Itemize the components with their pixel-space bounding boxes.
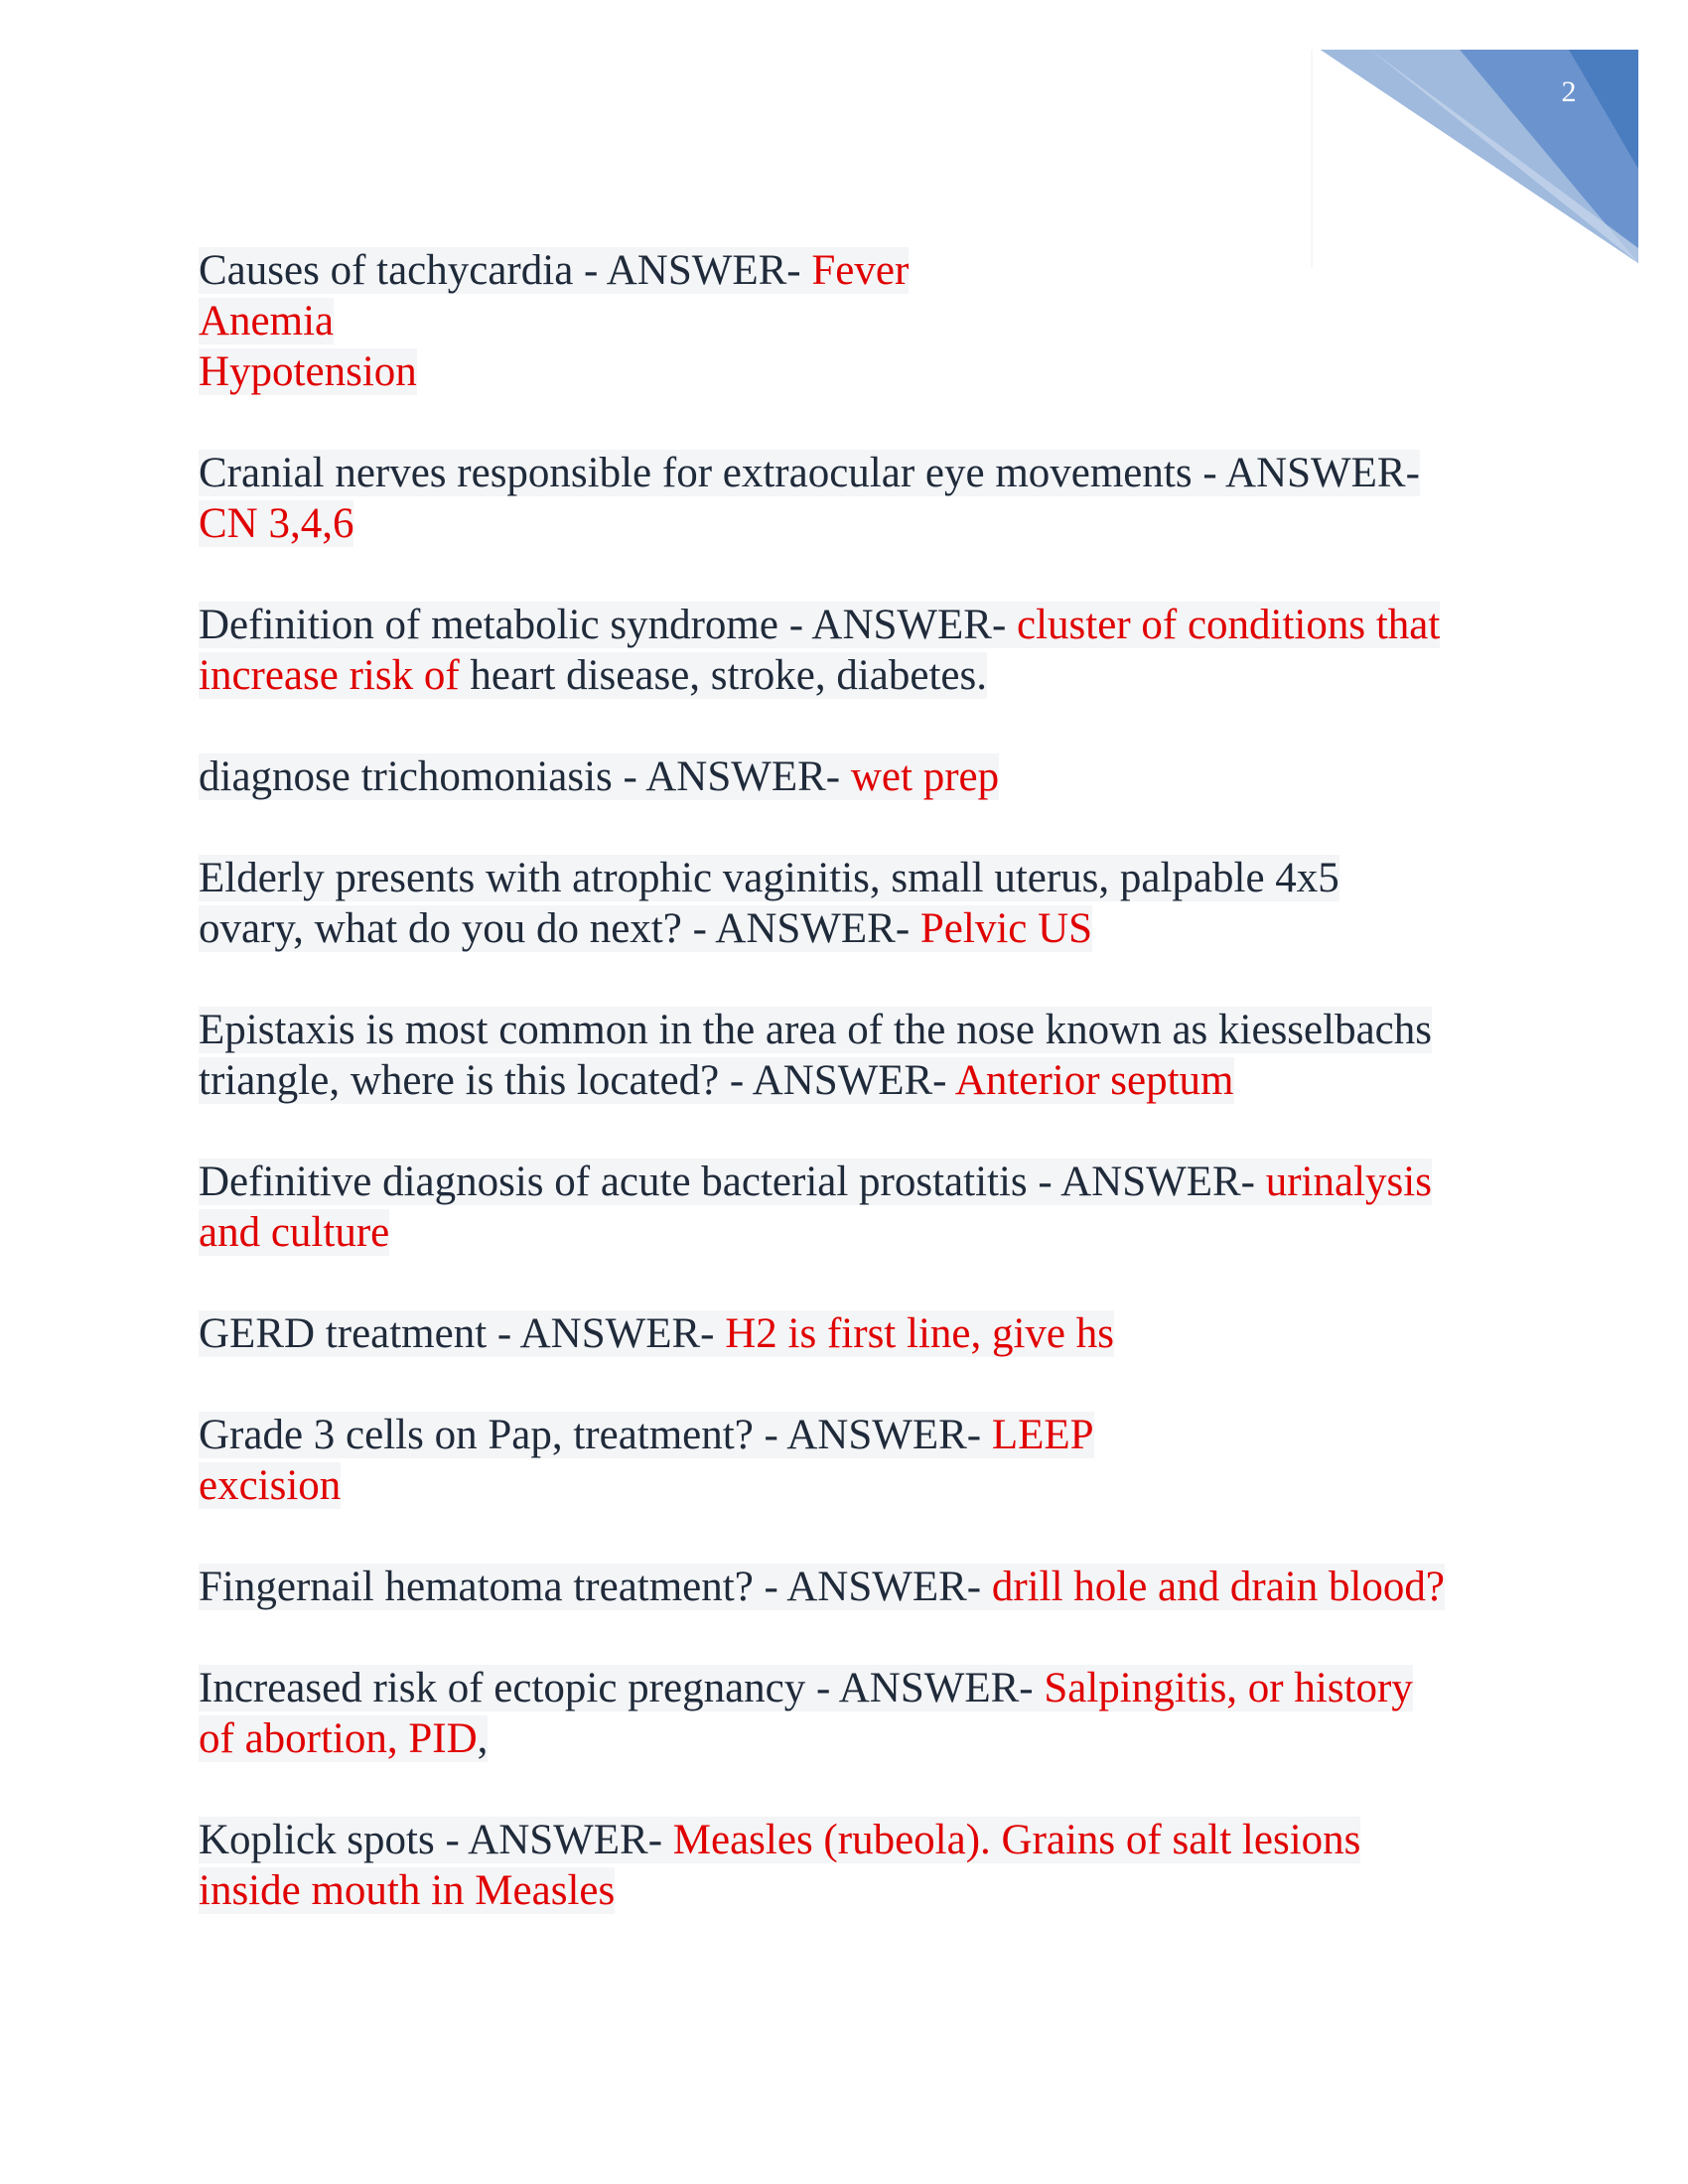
- qa-entry: [199, 1410, 1489, 1511]
- qa-line-highlight: [199, 855, 1339, 901]
- answer-text: inside mouth in Measles: [199, 1867, 616, 1914]
- answer-text: Salpingitis, or history: [1044, 1665, 1413, 1711]
- qa-line: [199, 448, 1489, 498]
- qa-line: [199, 650, 1489, 701]
- question-text: diagnose trichomoniasis - ANSWER-: [199, 753, 851, 800]
- answer-text: of abortion, PID: [199, 1715, 478, 1762]
- question-text: Causes of tachycardia - ANSWER-: [199, 247, 812, 294]
- qa-entry: [199, 245, 1489, 397]
- answer-text: drill hole and drain blood?: [991, 1564, 1446, 1610]
- page-number: 2: [1561, 75, 1577, 108]
- qa-line: [199, 600, 1489, 650]
- answer-text: Fever: [811, 247, 910, 294]
- qa-entry: [199, 853, 1489, 954]
- qa-entry: [199, 600, 1489, 701]
- qa-line-highlight: [199, 500, 353, 547]
- qa-entry: [199, 1157, 1489, 1258]
- answer-text: CN 3,4,6: [199, 500, 354, 547]
- qa-line: [199, 346, 1489, 397]
- qa-line-highlight: [199, 753, 999, 800]
- question-text: Fingernail hematoma treatment? - ANSWER-: [199, 1564, 992, 1610]
- qa-line: [199, 1460, 1489, 1511]
- qa-line: [199, 1308, 1489, 1359]
- qa-entry: [199, 1815, 1489, 1916]
- qa-line-highlight: [199, 1007, 1432, 1053]
- qa-line-highlight: [199, 602, 1440, 648]
- qa-line: [199, 751, 1489, 802]
- question-text: triangle, where is this located? - ANSWER-: [199, 1057, 955, 1104]
- qa-line-highlight: [199, 348, 417, 395]
- question-text: Cranial nerves responsible for extraocular eye movements - ANSWER-: [199, 450, 1420, 496]
- qa-line-highlight: [199, 450, 1420, 496]
- qa-line-highlight: [199, 1462, 341, 1509]
- answer-text: H2 is first line, give hs: [725, 1310, 1114, 1357]
- qa-entry: [199, 751, 1489, 802]
- qa-entry: [199, 1005, 1489, 1106]
- qa-line: [199, 1865, 1489, 1916]
- qa-entry: [199, 1562, 1489, 1612]
- question-text: Epistaxis is most common in the area of the nose known as kiesselbachs: [199, 1007, 1432, 1053]
- qa-entry: [199, 1663, 1489, 1764]
- corner-decoration: [1311, 50, 1638, 268]
- qa-line-highlight: [199, 1412, 1094, 1458]
- question-text: Definition of metabolic syndrome - ANSWER-: [199, 602, 1018, 648]
- qa-line-highlight: [199, 1715, 488, 1762]
- qa-line-highlight: [199, 652, 987, 699]
- qa-line-highlight: [199, 247, 909, 294]
- qa-line-highlight: [199, 905, 1092, 952]
- question-text: ,: [477, 1715, 489, 1762]
- answer-text: LEEP: [991, 1412, 1094, 1458]
- answer-text: wet prep: [850, 753, 1000, 800]
- question-text: Definitive diagnosis of acute bacterial prostatitis - ANSWER-: [199, 1159, 1266, 1205]
- answer-text: Pelvic US: [919, 905, 1093, 952]
- qa-entry: [199, 448, 1489, 549]
- qa-entry: [199, 1308, 1489, 1359]
- qa-line-highlight: [199, 1310, 1114, 1357]
- qa-line: [199, 1663, 1489, 1713]
- qa-line-highlight: [199, 298, 334, 344]
- qa-line: [199, 1157, 1489, 1207]
- qa-line-highlight: [199, 1564, 1445, 1610]
- qa-line-highlight: [199, 1665, 1413, 1711]
- answer-text: Measles (rubeola). Grains of salt lesions: [672, 1817, 1361, 1863]
- qa-line: [199, 245, 1489, 296]
- answer-text: Hypotension: [199, 348, 417, 395]
- qa-line: [199, 1207, 1489, 1258]
- question-text: heart disease, stroke, diabetes.: [470, 652, 987, 699]
- answer-text: and culture: [199, 1209, 390, 1256]
- qa-line-highlight: [199, 1209, 389, 1256]
- question-text: Grade 3 cells on Pap, treatment? - ANSWER-: [199, 1412, 992, 1458]
- qa-line: [199, 1713, 1489, 1764]
- qa-line: [199, 1815, 1489, 1865]
- answer-text: urinalysis: [1265, 1159, 1432, 1205]
- qa-line-highlight: [199, 1159, 1432, 1205]
- question-text: Koplick spots - ANSWER-: [199, 1817, 673, 1863]
- qa-line: [199, 296, 1489, 346]
- qa-line: [199, 1055, 1489, 1106]
- question-text: ovary, what do you do next? - ANSWER-: [199, 905, 920, 952]
- qa-list: [199, 245, 1489, 1967]
- question-text: GERD treatment - ANSWER-: [199, 1310, 726, 1357]
- qa-line: [199, 1562, 1489, 1612]
- question-text: Increased risk of ectopic pregnancy - ANSWER-: [199, 1665, 1045, 1711]
- qa-line: [199, 853, 1489, 903]
- question-text: Elderly presents with atrophic vaginitis, small uterus, palpable 4x5: [199, 855, 1339, 901]
- qa-line: [199, 1410, 1489, 1460]
- answer-text: increase risk of: [199, 652, 471, 699]
- qa-line: [199, 903, 1489, 954]
- qa-line-highlight: [199, 1817, 1360, 1863]
- qa-line: [199, 1005, 1489, 1055]
- qa-line: [199, 498, 1489, 549]
- qa-line-highlight: [199, 1867, 615, 1914]
- answer-text: cluster of conditions that: [1017, 602, 1441, 648]
- answer-text: excision: [199, 1462, 342, 1509]
- answer-text: Anterior septum: [954, 1057, 1234, 1104]
- qa-line-highlight: [199, 1057, 1234, 1104]
- answer-text: Anemia: [199, 298, 335, 344]
